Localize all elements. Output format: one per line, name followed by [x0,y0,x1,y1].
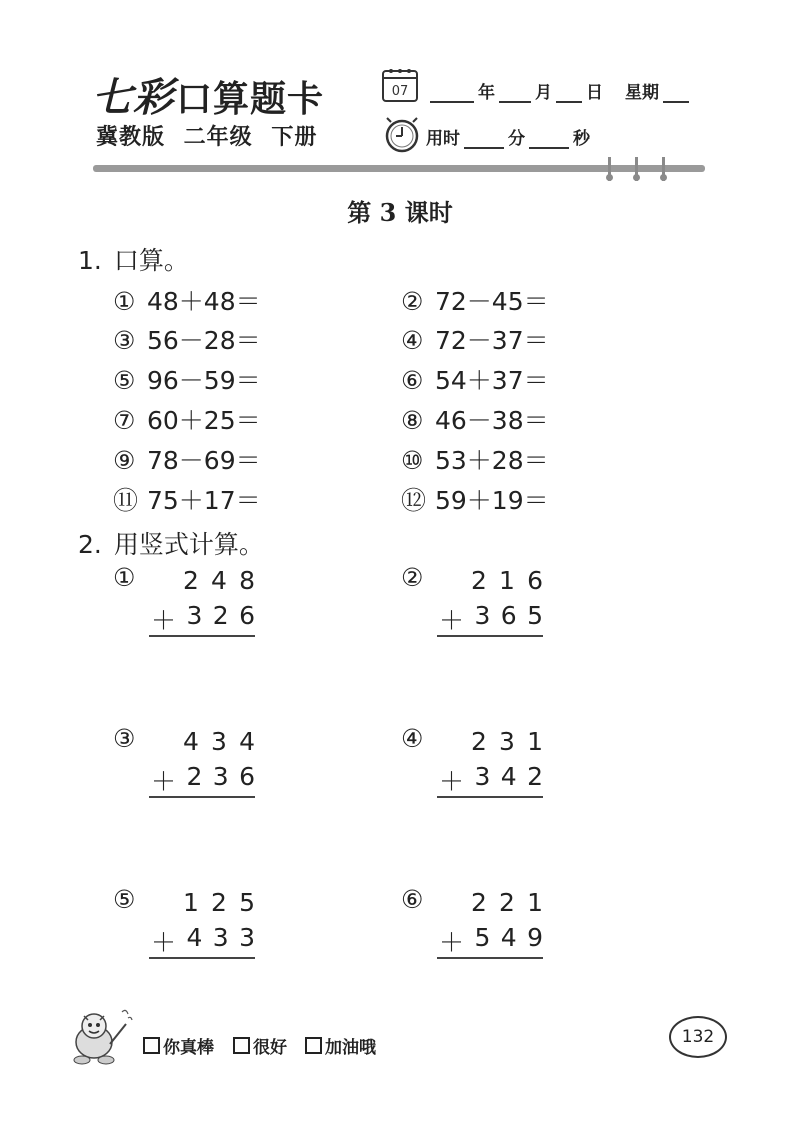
vertical-problem [401,885,581,975]
minute-blank[interactable] [464,131,504,149]
problem-expression: 46－38＝ [435,406,549,435]
addend-top: 4 3 4 [183,727,255,756]
problem-expression: 53＋28＝ [435,446,549,475]
problem-number: ③ [113,326,136,355]
time-fields [426,124,590,149]
problem-expression: 78－69＝ [147,446,261,475]
oral-problem [113,401,261,437]
problem-expression: 75＋17＝ [147,486,261,515]
checkbox-icon[interactable] [305,1037,322,1054]
rating-label: 加油哦 [325,1038,376,1058]
problem-expression: 59＋19＝ [435,486,549,515]
section1-title: 口算。 [113,246,189,275]
vertical-problem [113,724,293,814]
section1-number: 1. [78,246,102,275]
page-number: 132 [669,1016,727,1058]
oral-problem [401,361,549,397]
rating-label: 很好 [253,1038,287,1058]
addend-bottom: ＋ 3 6 5 [439,601,543,635]
oral-problem [401,321,549,357]
addend-bottom: ＋ 2 3 6 [151,762,255,796]
brand-accent: 七彩 [92,75,174,121]
header-divider [93,165,705,172]
problem-expression: 54＋37＝ [435,366,549,395]
date-fields [426,78,693,103]
brand-rest: 口算题卡 [176,79,325,120]
problem-number: ① [113,563,136,592]
oral-problem [113,441,261,477]
problem-number: ⑥ [401,885,424,914]
mascot-icon [70,1004,138,1068]
vertical-problem [401,724,581,814]
oral-problem [401,441,549,477]
rating-great[interactable] [143,1033,214,1058]
oral-problem [113,481,261,517]
addend-bottom: ＋ 3 4 2 [439,762,543,796]
vertical-problem [113,563,293,653]
checkbox-icon[interactable] [233,1037,250,1054]
problem-number: ⑥ [401,366,424,395]
problem-number: ② [401,563,424,592]
lesson-title: 第 3 课时 [347,198,453,227]
problem-number: ⑨ [113,446,136,475]
brand-title [92,66,324,123]
addend-bottom: ＋ 4 3 3 [151,923,255,957]
problem-number: ⑩ [401,446,424,475]
time-label: 用时 [426,129,460,149]
section1-heading [78,241,189,277]
second-label: 秒 [573,129,590,149]
divider-pin-icon [634,157,640,181]
section2-number: 2. [78,530,102,559]
year-label: 年 [478,83,495,103]
problem-number: ③ [113,724,136,753]
day-label: 日 [586,83,603,103]
calendar-icon [381,66,419,104]
oral-problem [113,282,261,318]
addend-bottom: ＋ 5 4 9 [439,923,543,957]
vertical-problem [113,885,293,975]
sum-line [437,796,543,798]
problem-expression: 56－28＝ [147,326,261,355]
problem-expression: 72－45＝ [435,287,549,316]
calendar-day: 07 [391,84,409,99]
problem-number: ④ [401,326,424,355]
problem-number: ⑫ [401,486,427,515]
oral-problem [401,282,549,318]
rating-keep-going[interactable] [305,1033,376,1058]
problem-expression: 96－59＝ [147,366,261,395]
problem-expression: 72－37＝ [435,326,549,355]
oral-problem [113,321,261,357]
addend-top: 2 3 1 [471,727,543,756]
sum-line [437,635,543,637]
checkbox-icon[interactable] [143,1037,160,1054]
addend-bottom: ＋ 3 2 6 [151,601,255,635]
problem-number: ⑦ [113,406,136,435]
month-label: 月 [535,83,552,103]
day-blank[interactable] [556,85,582,103]
minute-label: 分 [508,129,525,149]
year-blank[interactable] [430,85,474,103]
rating-label: 你真棒 [163,1038,214,1058]
problem-number: ⑧ [401,406,424,435]
oral-problem [401,481,549,517]
addend-top: 2 4 8 [183,566,255,595]
oral-problem [401,401,549,437]
sum-line [149,796,255,798]
problem-number: ② [401,287,424,316]
sum-line [437,957,543,959]
problem-number: ⑤ [113,366,136,395]
problem-expression: 60＋25＝ [147,406,261,435]
problem-number: ④ [401,724,424,753]
weekday-label: 星期 [625,83,659,103]
sum-line [149,635,255,637]
addend-top: 2 1 6 [471,566,543,595]
edition-subtitle: 冀教版 二年级 下册 [96,125,318,150]
rating-good[interactable] [233,1033,287,1058]
clock-icon [383,115,421,153]
problem-number: ⑪ [113,486,139,515]
weekday-blank[interactable] [663,85,689,103]
problem-number: ⑤ [113,885,136,914]
addend-top: 2 2 1 [471,888,543,917]
second-blank[interactable] [529,131,569,149]
problem-number: ① [113,287,136,316]
section2-heading [78,525,264,561]
month-blank[interactable] [499,85,531,103]
vertical-problem [401,563,581,653]
problem-expression: 48＋48＝ [147,287,261,316]
section2-title: 用竖式计算。 [113,530,264,559]
divider-pin-icon [661,157,667,181]
addend-top: 1 2 5 [183,888,255,917]
oral-problem [113,361,261,397]
sum-line [149,957,255,959]
divider-pin-icon [607,157,613,181]
